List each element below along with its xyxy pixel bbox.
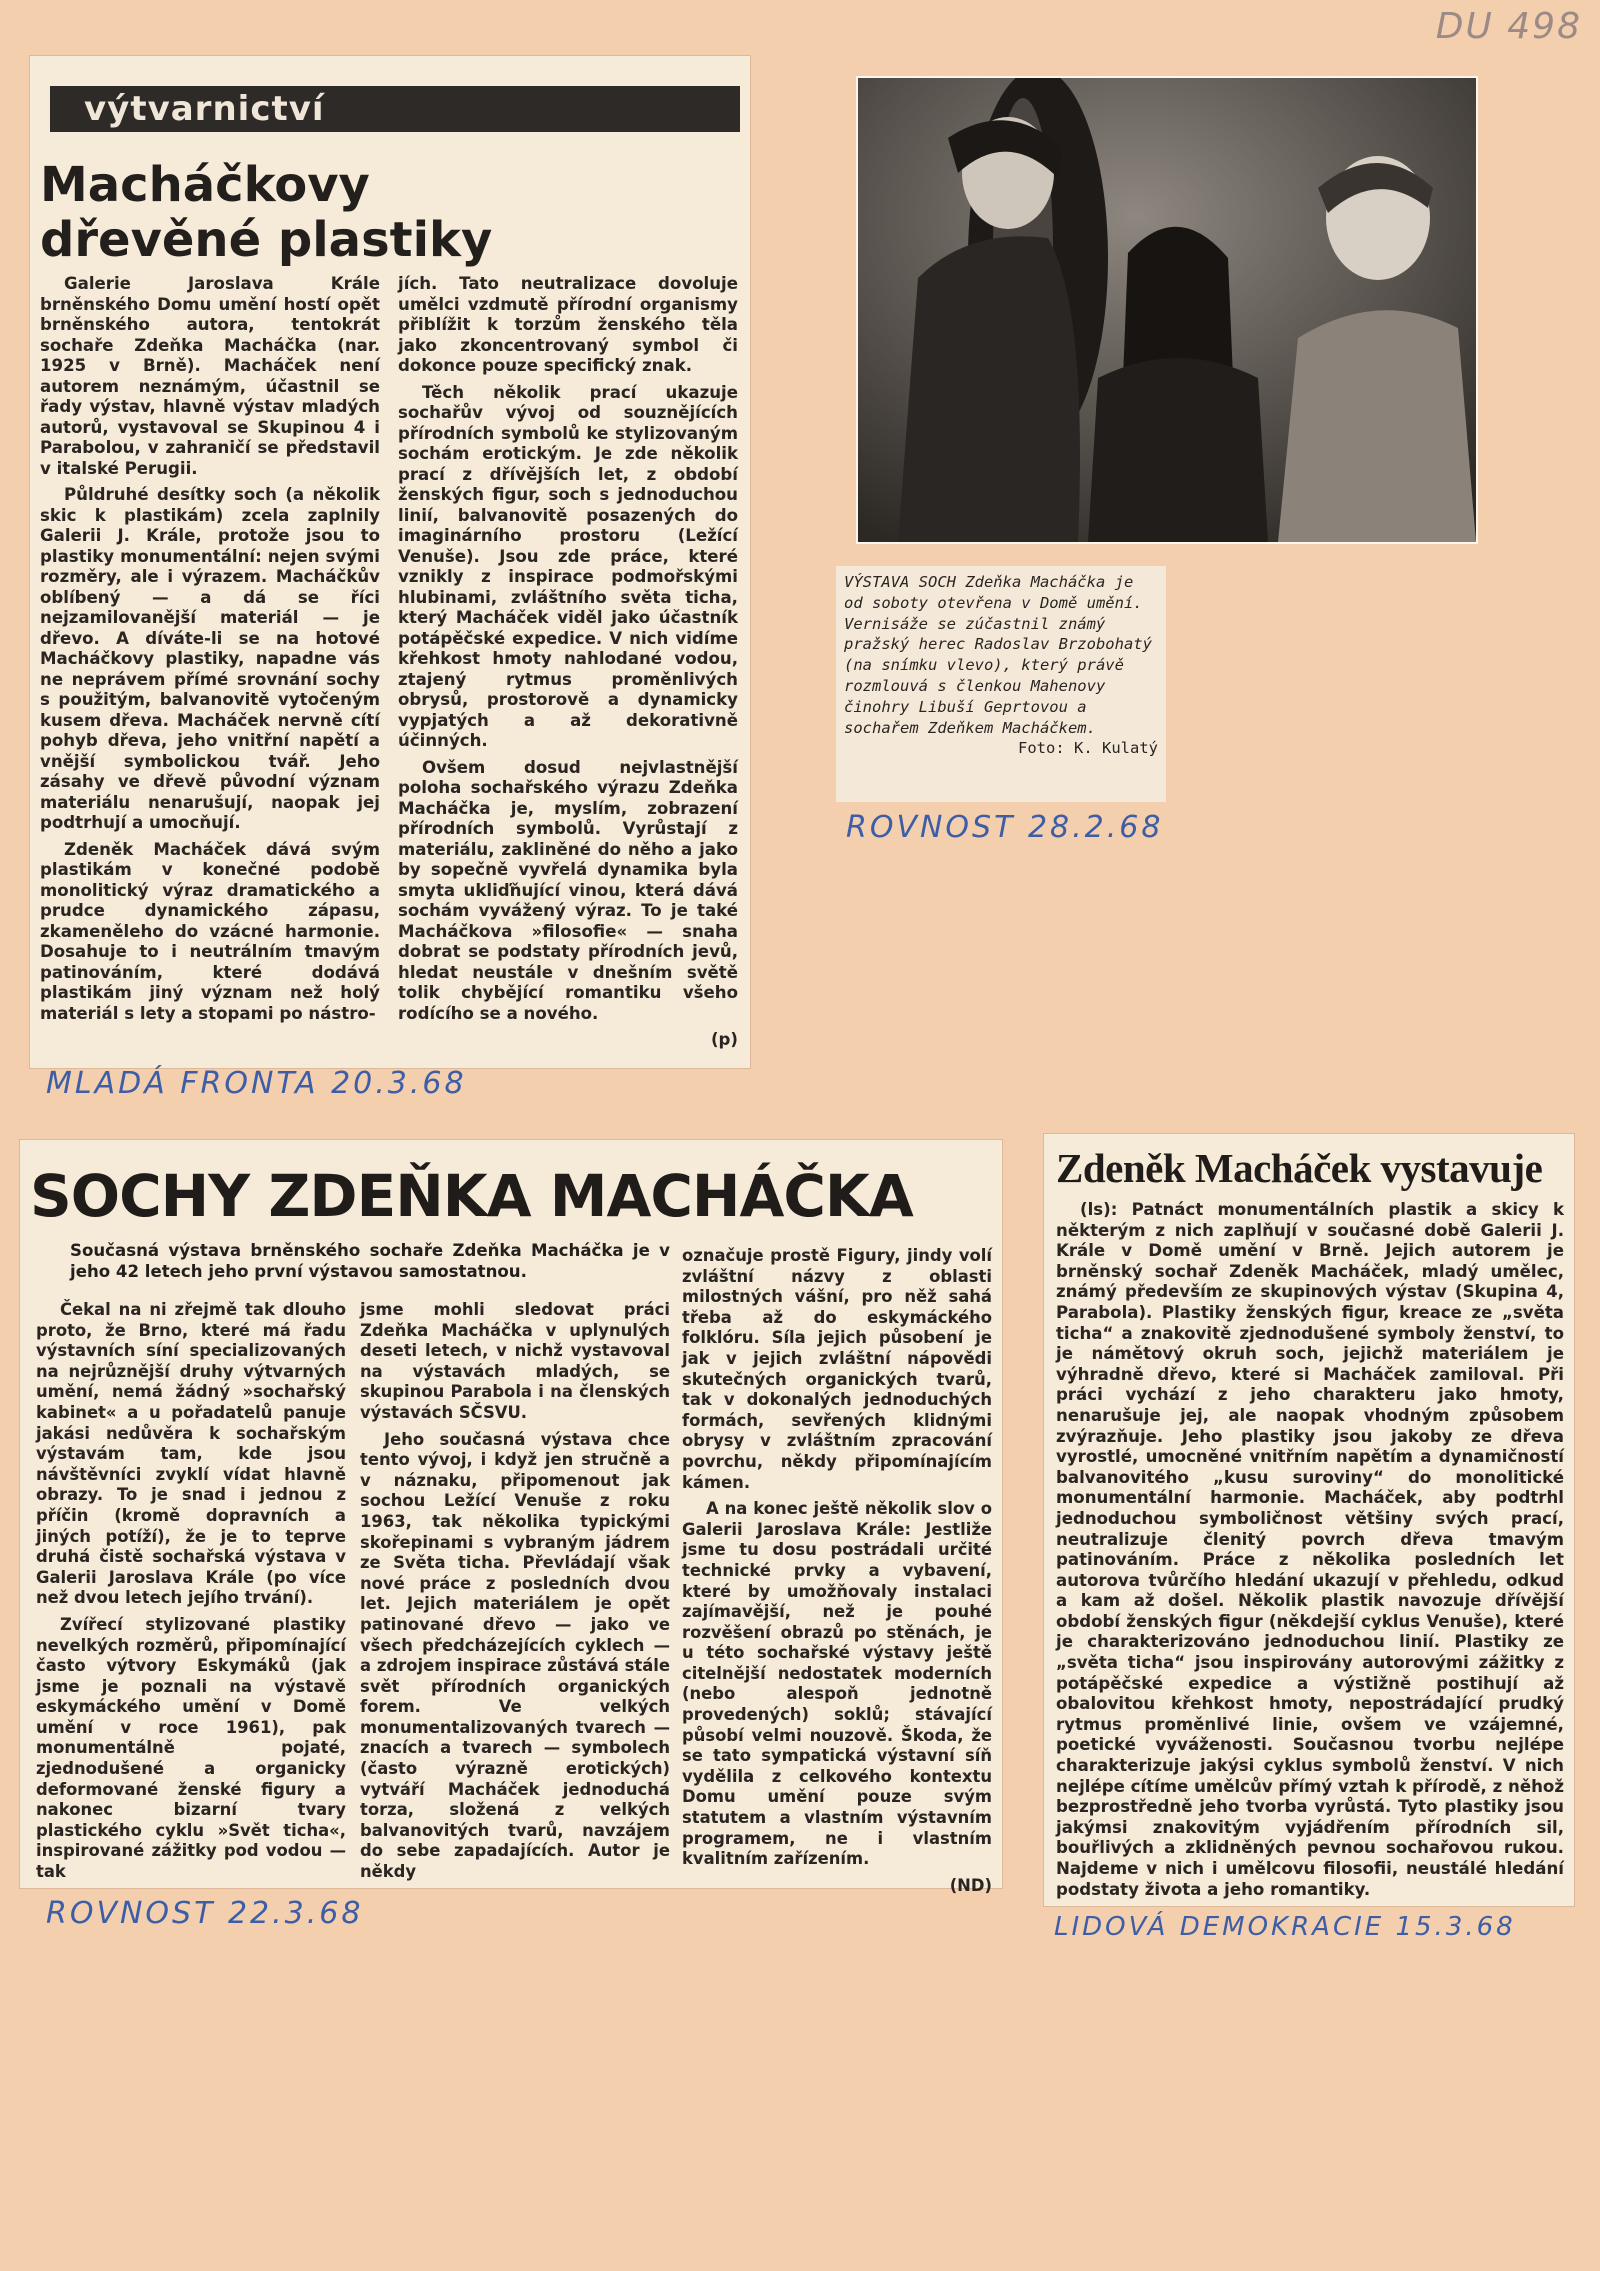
article2-column-2 <box>360 1300 670 1889</box>
photo-vernissage <box>856 76 1478 544</box>
paragraph: A na konec ještě několik slov o Galerii Jaroslava Krále: Jestliže jsme tu dosu postrádali určité technické prvky a vybavení, které by umožňovaly instalaci zajímavější, než je pouhé rozvěšení obrazů po stěnách, je u této sochařské výstavy ještě citelnější nedostatek moderních (nebo alespoň jednotně provedených) soklů; stávající působí velmi nouzově. Škoda, že se tato sympatická výstavní síň vydělila z celkového kontextu Domu umění pouze svým statutem a vlastním výstavním programem, ne i vlastním kvalitním zařízením. <box>682 1499 992 1869</box>
source-rovnost-article: ROVNOST 22.3.68 <box>46 1896 364 1931</box>
article2-column-3 <box>682 1246 992 1896</box>
paragraph: Zdeněk Macháček dává svým plastikám v konečné podobě monolitický výraz dramatického a prudce dynamického zápasu, zkameněleho do vzácné harmonie. Dosahuje to i neutrálním tmavým patinováním, které dodává plastikám jiný význam než holý materiál s lety a stopami po nástro- <box>40 839 380 1023</box>
article3-column <box>1056 1200 1564 1906</box>
paragraph: jích. Tato neutralizace dovoluje umělci vzdmutě přírodní organismy přiblížit k torzům ženského těla jako zkoncentrovaný symbol či dokonce pouze specifický znak. <box>398 274 738 375</box>
article2-headline: SOCHY ZDEŇKA MACHÁČKA <box>30 1162 913 1230</box>
paragraph: (ls): Patnáct monumentálních plastik a skicy k některým z nich zaplňují v současné době Galerii J. Krále v Domě umění v Brně. Jejich autorem je brněnský sochař Zdeněk Macháček, mladý umělec, známý především ze skupinových výstav (Skupina 4, Parabola). Plastiky ženských figur, kreace ze „světa ticha“ a znakovitě zjednodušené symboly ženství, to je námětový okruh soch, jejichž materiálem je výhradně dřevo, které si Macháček zamiloval. Při práci vychází z jeho charakteru jako hmoty, nenarušuje jej, ale naopak vhodným způsobem zvýrazňuje. Jeho plastiky jsou jakoby ze dřeva vyrostlé, umocněné vnitřním napětím a dynamičností balvanovitého „kusu suroviny“ do monolitické monumentální harmonie. Macháček, aby podtrhl jednoduchou symboličnost většiny svých prací, neutralizuje členitý povrch dřeva tmavým patinováním. Práce z několika posledních let autorova tvůrčího hledání ukazují v přehledu, odkud a kam až došel. Několik plastik navozuje dřívější období ženských figur (někdejší cyklus Venuše), které je charakterizováno jednoduchou linií. Plastiky ze „světa ticha“ jsou inspirovány autorovými zážitky z potápěčské expedice a výstižně postihují až obalovitou křehkost hmoty, nepostrádající prudký rytmus proměnlivé linie, ovšem ve vzájemné, poetické vyváženosti. Současnou tvorbu nejlépe charakterizuje jakýsi cyklus symbolů ženství. V nich nejlépe cítíme umělcův přímý vztah k přírodě, z něhož bezprostředně jeho tvorba vyrůstá. Tyto plastiky jsou jakýmsi znakovitým vyjádřením přírodních sil, bouřlivých a zklidněných pevnou sochařovou rukou. Najdeme v nich i umělcovu filosofii, neustálé hledání podstaty života a jeho romantiky. <box>1056 1200 1564 1899</box>
article2-signature: (ND) <box>949 1875 992 1895</box>
photo-vernissage-image <box>858 78 1476 542</box>
paragraph: Jeho současná výstava chce tento vývoj, i když jen stručně a v náznaku, připomenout jak sochou Ležící Venuše z roku 1963, tak několika typickými skořepinami s vybraným jádrem ze Světa ticha. Převládají však nové práce z posledních dvou let. Jejich materiálem je opět patinované dřevo — jako ve všech předcházejících cyklech — a zdrojem inspirace zůstává stále svět přírodních organických forem. Ve velkých monumentalizovaných tvarech — znacích a tvarech — symbolech (často výrazně erotických) vytváří Macháček jednoduchá torza, složená z velkých balvanovitých tvarů, navzájem do sebe zapadajících. Autor je někdy <box>360 1429 670 1882</box>
paragraph: Půldruhé desítky soch (a několik skic k plastikám) zcela zaplnily Galerii J. Krále, protože jsou to plastiky monumentální: nejen svými rozměry, ale i výrazem. Macháčkův oblíbený — a dá se říci nejzamilovanější materiál — je dřevo. A díváte-li se na hotové Macháčkovy plastiky, napadne vás ne neprávem přímé srovnání sochy s použitým, balvanovitě vytočeným kusem dřeva. Macháček nervně cítí pohyb dřeva, jeho vnitřní napětí a vnější symbolickou tvář. Jeho zásahy ve dřevě původní význam materiálu nenarušují, naopak jej podtrhují a umocňují. <box>40 485 380 832</box>
article2-column-1 <box>36 1300 346 1889</box>
paragraph: jsme mohli sledovat práci Zdeňka Macháčka v uplynulých deseti letech, v nichž vystavoval na výstavách mladých, se skupinou Parabola i na členských výstavách SČSVU. <box>360 1300 670 1422</box>
caption-text: VÝSTAVA SOCH Zdeňka Macháčka je od soboty otevřena v Domě umění. Vernisáže se zúčastnil známý pražský herec Radoslav Brzobohatý (na snímku vlevo), který právě rozmlouvá s členkou Mahenovy činohry Libuší Geprtovou a sochařem Zdeňkem Macháčkem. <box>844 573 1152 737</box>
article1-headline <box>40 158 560 268</box>
source-rovnost-photo: ROVNOST 28.2.68 <box>846 810 1164 845</box>
paragraph: Galerie Jaroslava Krále brněnského Domu umění hostí opět brněnského autora, tentokrát sochaře Zdeňka Macháčka (nar. 1925 v Brně). Macháček není autorem neznámým, účastnil se řady výstav, hlavně výstav mladých autorů, vystavoval se Skupinou 4 i Parabolou, v zahraničí se představil v italské Perugii. <box>40 274 380 478</box>
paragraph: Čekal na ni zřejmě tak dlouho proto, že Brno, které má řadu výstavních síní specializovaných na nejrůznější druhy výtvarných umění, nemá žádný »sochařský kabinet« a u pořadatelů panuje jakási nedůvěra k sochařským výstavám tam, kde jsou návštěvníci zvyklí vídat hlavně obrazy. To je snad i jednou z příčin (kromě dopravních a jiných potíží), že je to teprve druhá čistě sochařská výstava v Galerii Jaroslava Krále (po více než dvou letech jejího trvání). <box>36 1300 346 1608</box>
photo-caption <box>836 566 1166 802</box>
article1-headline-line2: dřevěné plastiky <box>40 212 493 268</box>
source-lidova-demokracie: LIDOVÁ DEMOKRACIE 15.3.68 <box>1054 1912 1516 1942</box>
article1-headline-line1: Macháčkovy <box>40 157 370 213</box>
article3-headline: Zdeněk Macháček vystavuje <box>1056 1145 1543 1191</box>
paragraph: Zvířecí stylizované plastiky nevelkých rozměrů, připomínající často výtvory Eskymáků (jak jsme je poznali na výstavě eskymáckého umění v Domě umění v roce 1961), pak monumentálně pojaté, zjednodušené a organicky deformované ženské figury a nakonec bizarní tvary plastického cyklu »Svět ticha«, inspirované zážitky pod vodou — tak <box>36 1614 346 1882</box>
rubric-banner: výtvarnictví <box>50 86 740 132</box>
paragraph: Ovšem dosud nejvlastnější poloha sochařského výrazu Zdeňka Macháčka je, myslím, zobrazení přírodních symbolů. Vyrůstají z materiálu, zakliněné do něho a jako by sopečně vyvřelá dynamika byla smyta ukliďňující vinou, která dává sochám vyvážený výraz. To je také Macháčkova »filosofie« — snaha dobrat se podstaty přírodních jevů, hledat neustále v dnešním světě tolik chybějící romantiku všeho rodícího se a nového. <box>398 757 738 1023</box>
photo-credit: Foto: K. Kulatý <box>1018 739 1158 758</box>
article1-column-1 <box>40 274 380 1030</box>
source-mlada-fronta: MLADÁ FRONTA 20.3.68 <box>46 1066 467 1101</box>
paragraph: označuje prostě Figury, jindy volí zvláštní názvy z oblasti milostných vášní, pro něž sahá třeba až do eskymáckého folklóru. Síla jejich působení je jak v jejich zvláštní nápovědi skutečných organických tvarů, tak v dokonalých jednoduchých formách, sevřených klidnými obrysy v zvláštním zpracování povrchu, někdy připomínajícím kámen. <box>682 1246 992 1492</box>
paragraph: Těch několik prací ukazuje sochařův vývoj od souznějících přírodních symbolů ke stylizovaným sochám erotickým. Je zde několik prací z dřívějších let, z období ženských figur, soch s jednoduchou linií, balvanovitě posazených do imaginárního prostoru (Ležící Venuše). Jsou zde práce, které vznikly z inspirace podmořskými hlubinami, zvláštního světa ticha, který Macháček viděl jako účastník potápěčské expedice. V nich vidíme křehkost hmoty nahlodané vodou, ztajený rytmus proměnlivých obrysů, prostorově a dynamicky vypjatých a až dekorativně účinných. <box>398 382 738 750</box>
article1-column-2 <box>398 274 738 1051</box>
article1-signature: (p) <box>710 1030 738 1049</box>
article2-lead: Současná výstava brněnského sochaře Zdeňka Macháčka je v jeho 42 letech jeho první výstavou samostatnou. <box>70 1241 670 1281</box>
archive-mark: DU 498 <box>1435 6 1582 47</box>
